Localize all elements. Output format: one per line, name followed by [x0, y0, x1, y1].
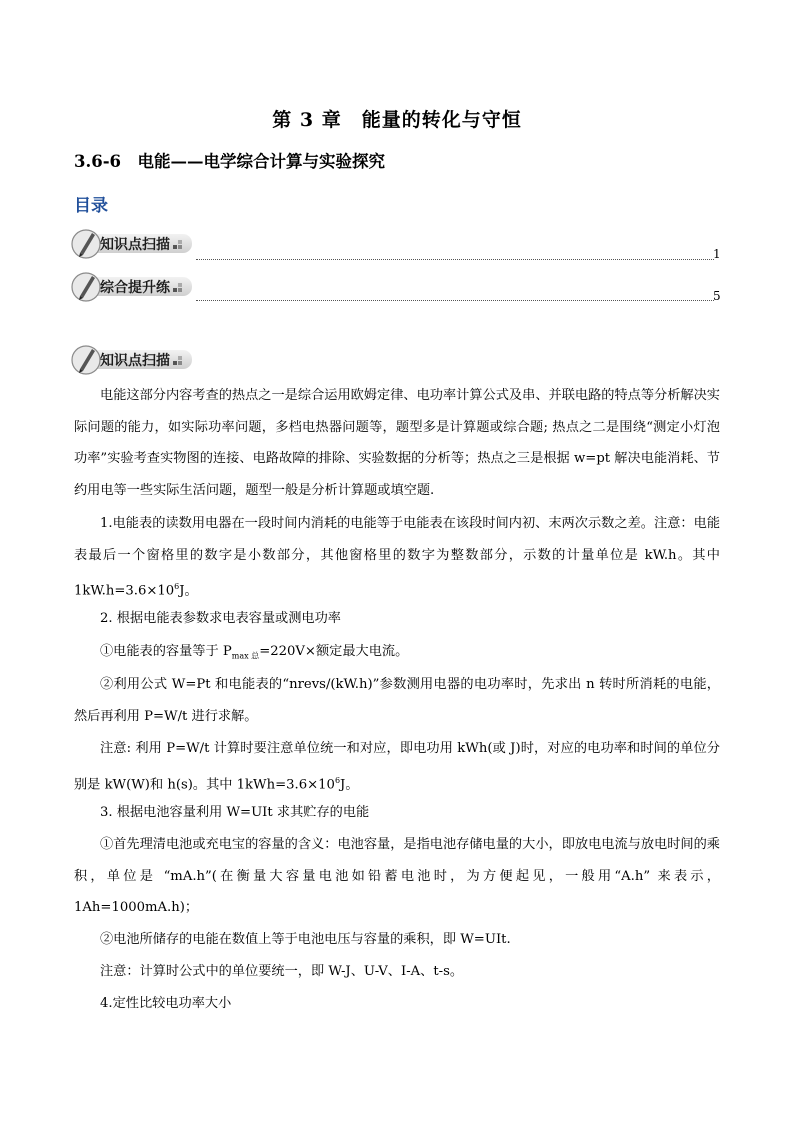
p2c-exponent: 6 — [334, 775, 341, 785]
heading-4: 4.定性比较电功率大小 — [100, 996, 232, 1011]
paragraph-2b: ②利用公式 W=Pt 和电能表的“nrevs/(kW.h)”参数测用电器的电功率时，先求出 n 转时所消耗的电能，然后再利用 P=W/t 进行求解。 — [74, 677, 720, 724]
chapter-title: 第 3 章 能量的转化与守恒 — [272, 109, 522, 131]
paragraph-1 — [74, 508, 720, 607]
paragraph-3b: ②电池所储存的电能在数值上等于电池电压与容量的乘积，即 W=UIt. — [100, 932, 511, 947]
p1-text: 1.电能表的读数用电器在一段时间内消耗的电能等于电能表在该段时间内初、末两次示数之差。注意：电能表最后一个窗格里的数字是小数部分，其他窗格里的数字为整数部分，示数的计量单位是 kW.h。其中 1kW.h=3.6×10 — [74, 516, 720, 599]
p2c-text: 注意: 利用 P=W/t 计算时要注意单位统一和对应，即电功用 kWh(或 J)时，对应的电功率和时间的单位分别是 kW(W)和 h(s)。其中 1kWh=3.6×10 — [74, 741, 720, 792]
toc-page-number: 1 — [713, 247, 721, 261]
toc-entry-label: 知识点扫描 — [100, 237, 170, 253]
p2a-subscript: max 总 — [231, 651, 260, 661]
toc-entry-label: 综合提升练 — [100, 280, 170, 296]
toc-entry-knowledge[interactable] — [70, 227, 194, 261]
toc-heading: 目录 — [74, 196, 108, 216]
p2a-pre: ①电能表的容量等于 P — [100, 644, 232, 659]
section-badge — [70, 343, 194, 377]
toc-entry-practice[interactable] — [70, 270, 194, 304]
paragraph-2a — [74, 636, 720, 672]
toc-page-number: 5 — [713, 289, 721, 303]
intro-paragraph: 电能这部分内容考查的热点之一是综合运用欧姆定律、电功率计算公式及串、并联电路的特点等分析解决实际问题的能力，如实际功率问题，多档电热器问题等，题型多是计算题或综合题; 热点之二是围绕“测定小灯泡功率”实验考查实物图的连接、电路故障的排除、实验数据的分析等；热点之三是根据 w=pt 解决电能消耗、节约用电等一些实际生活问题，题型一般是分析计算题或填空题. — [74, 388, 720, 498]
p1-end: J。 — [179, 583, 198, 599]
toc-leader-dots — [196, 259, 714, 260]
section-badge-label: 知识点扫描 — [100, 353, 170, 369]
p1-exponent: 6 — [174, 582, 180, 591]
section-title: 3.6-6 电能——电学综合计算与实验探究 — [74, 152, 386, 171]
heading-2: 2. 根据电能表参数求电表容量或测电功率 — [100, 611, 341, 626]
toc-leader-dots — [196, 300, 714, 301]
p2c-end: J。 — [340, 776, 359, 792]
paragraph-2c — [74, 733, 720, 800]
paragraph-3c: 注意：计算时公式中的单位要统一，即 W-J、U-V、I-A、t-s。 — [100, 964, 464, 979]
heading-3: 3. 根据电池容量利用 W=UIt 求其贮存的电能 — [100, 805, 370, 820]
paragraph-3a: ①首先理清电池或充电宝的容量的含义：电池容量，是指电池存储电量的大小，即放电电流与放电时间的乘积，单位是 “mA.h”(在衡量大容量电池如铅蓄电池时，为方便起见，一般用“A.h” 来表示，1Ah=1000mA.h)； — [74, 837, 720, 915]
p2a-post: =220V×额定最大电流。 — [259, 644, 409, 659]
